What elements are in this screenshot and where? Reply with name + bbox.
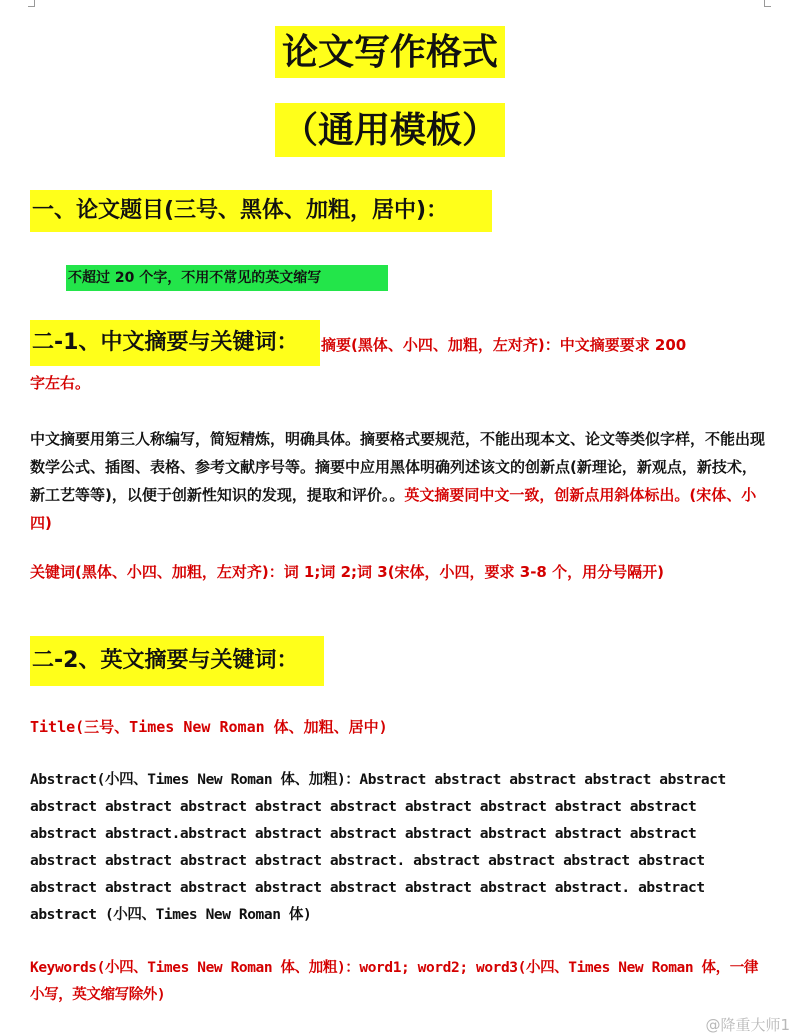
document-title: 论文写作格式	[275, 26, 505, 78]
section-1-heading: 一、论文题目(三号、黑体、加粗，居中)：	[30, 190, 492, 232]
english-title-note: Title(三号、Times New Roman 体、加粗、居中)	[30, 718, 388, 736]
page-corner-mark-right	[764, 0, 771, 7]
english-abstract-paragraph: Abstract(小四、Times New Roman 体、加粗)：Abstract abstract abstract abstract abstract abstract abstract abstract abstract abstract abstract abstract abstract abstract abstract abstract.abstract abstract abstract abstract abstract abstract abstract abstract abstract abstract abstract abstract. abstract abstract abstract abstract abstract abstract abstract abstract abstract abstract abstract abstract. abstract abstract (小四、Times New Roman 体)	[30, 772, 726, 923]
section-1-note: 不超过 20 个字，不用不常见的英文缩写	[66, 265, 388, 291]
abstract-format-note-text: 摘要(黑体、小四、加粗，左对齐)：中文摘要要求 200	[321, 336, 687, 354]
chinese-abstract-red-note: 英文摘要同中文一致，创新点用斜体标出。(宋体、小四)	[30, 486, 757, 532]
section-2-1-heading: 二-1、中文摘要与关键词：	[30, 320, 320, 366]
document-subtitle: （通用模板）	[275, 103, 505, 157]
section-2-2-heading: 二-2、英文摘要与关键词：	[30, 636, 324, 686]
abstract-format-note-continued: 字左右。	[30, 374, 91, 392]
abstract-format-note	[321, 334, 791, 356]
chinese-keywords: 关键词(黑体、小四、加粗，左对齐)：词 1;词 2;词 3(宋体，小四，要求 3-8 个，用分号隔开)	[30, 563, 664, 581]
chinese-abstract-paragraph	[30, 425, 770, 537]
watermark: @降重大师1	[705, 1016, 790, 1034]
chinese-abstract-body: 中文摘要用第三人称编写，简短精炼，明确具体。摘要格式要规范，不能出现本文、论文等类似字样，不能出现数学公式、插图、表格、参考文献序号等。摘要中应用黑体明确列述该文的创新点(新理论，新观点，新技术，新工艺等等)，以便于创新性知识的发现，提取和评价。。	[30, 430, 766, 504]
page-corner-mark-left	[28, 0, 35, 7]
english-keywords: Keywords(小四、Times New Roman 体、加粗)：word1; word2; word3(小四、Times New Roman 体，一律小写，英文缩写除外)	[30, 960, 758, 1003]
